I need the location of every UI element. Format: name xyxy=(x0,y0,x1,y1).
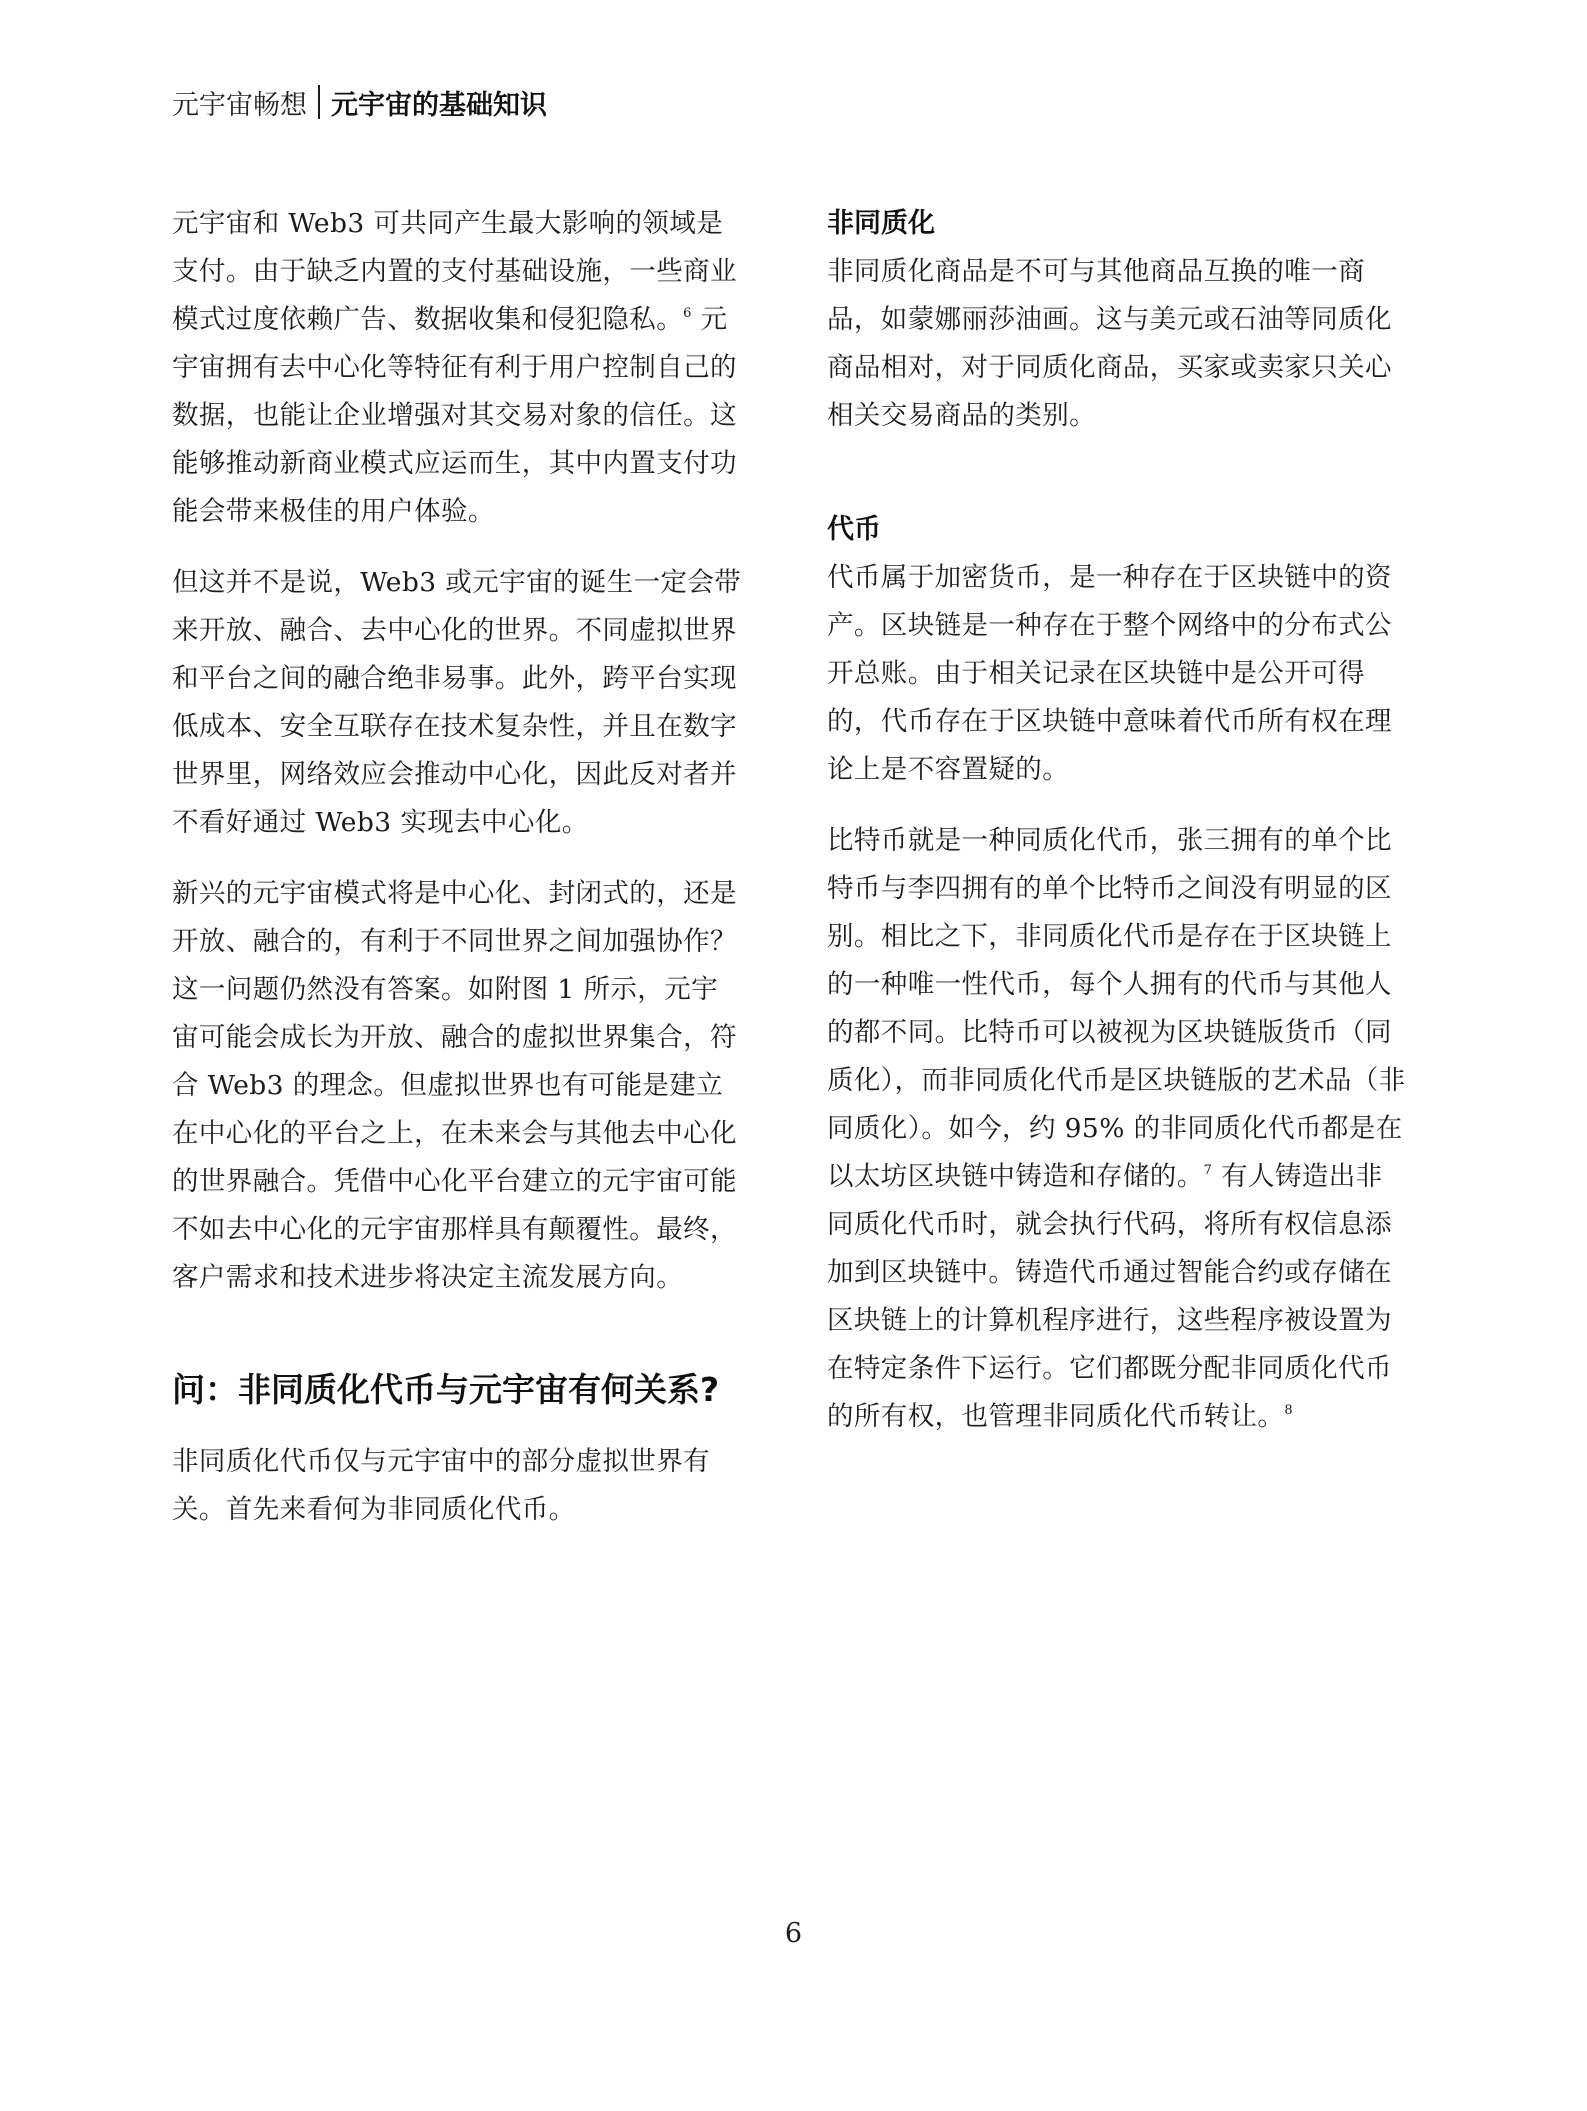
page-header xyxy=(172,82,547,122)
paragraph-bitcoin-nft: 比特币就是一种同质化代币，张三拥有的单个比特币与李四拥有的单个比特币之间没有明显的区别。相比之下，非同质化代币是存在于区块链上的一种唯一性代币，每个人拥有的代币与其他人的都不同。比特币可以被视为区块链版货币（同质化），而非同质化代币是区块链版的艺术品（非同质化）。如今，约 95% 的非同质化代币都是在以太坊区块链中铸造和存储的。$^7$ 有人铸造出非同质化代币时，就会执行代码，将所有权信息添加到区块链中。铸造代币通过智能合约或存储在区块链上的计算机程序进行，这些程序被设置为在特定条件下运行。它们都既分配非同质化代币的所有权，也管理非同质化代币转让。$^8$ xyxy=(827,825,1406,1432)
paragraph-metaverse-models: 新兴的元宇宙模式将是中心化、封闭式的，还是开放、融合的，有利于不同世界之间加强协作？这一问题仍然没有答案。如附图 1 所示，元宇宙可能会成长为开放、融合的虚拟世界集合，符合 Web3 的理念。但虚拟世界也有可能是建立在中心化的平台之上，在未来会与其他去中心化的世界融合。凭借中心化平台建立的元宇宙可能不如去中心化的元宇宙那样具有颠覆性。最终，客户需求和技术进步将决定主流发展方向。 xyxy=(172,878,737,1293)
footnote-ref-6[interactable]: 6 xyxy=(683,306,692,321)
paragraph-decentralization: 但这并不是说，Web3 或元宇宙的诞生一定会带来开放、融合、去中心化的世界。不同虚拟世界和平台之间的融合绝非易事。此外，跨平台实现低成本、安全互联存在技术复杂性，并且在数字世界里，网络效应会推动中心化，因此反对者并不看好通过 Web3 实现去中心化。 xyxy=(172,567,742,838)
paragraph-token: 代币属于加密货币，是一种存在于区块链中的资产。区块链是一种存在于整个网络中的分布式公开总账。由于相关记录在区块链中是公开可得的，代币存在于区块链中意味着代币所有权在理论上是不容置疑的。 xyxy=(827,562,1392,785)
subheading-token: 代币 xyxy=(827,514,881,545)
paragraph-non-fungible: 非同质化商品是不可与其他商品互换的唯一商品，如蒙娜丽莎油画。这与美元或石油等同质化商品相对，对于同质化商品，买家或卖家只关心相关交易商品的类别。 xyxy=(827,256,1392,431)
paragraph-payments: 元宇宙和 Web3 可共同产生最大影响的领域是支付。由于缺乏内置的支付基础设施，一些商业模式过度依赖广告、数据收集和侵犯隐私。$^6$ 元宇宙拥有去中心化等特征有利于用户控制自己的数据，也能让企业增强对其交易对象的信任。这能够推动新商业模式应运而生，其中内置支付功能会带来极佳的用户体验。 xyxy=(172,208,737,527)
section-heading-nft-question: 问：非同质化代币与元宇宙有何关系? xyxy=(172,1370,720,1409)
left-column xyxy=(172,200,742,1534)
subheading-non-fungible: 非同质化 xyxy=(827,208,935,239)
chapter-title: 元宇宙的基础知识 xyxy=(331,89,547,121)
page-number: 6 xyxy=(784,1918,803,1949)
right-column xyxy=(827,200,1407,1441)
series-title: 元宇宙畅想 xyxy=(172,89,307,121)
paragraph-nft-intro: 非同质化代币仅与元宇宙中的部分虚拟世界有关。首先来看何为非同质化代币。 xyxy=(172,1446,710,1525)
footnote-ref-7[interactable]: 7 xyxy=(1203,1163,1213,1178)
footnote-ref-8[interactable]: 8 xyxy=(1284,1403,1293,1418)
header-divider xyxy=(318,85,320,119)
